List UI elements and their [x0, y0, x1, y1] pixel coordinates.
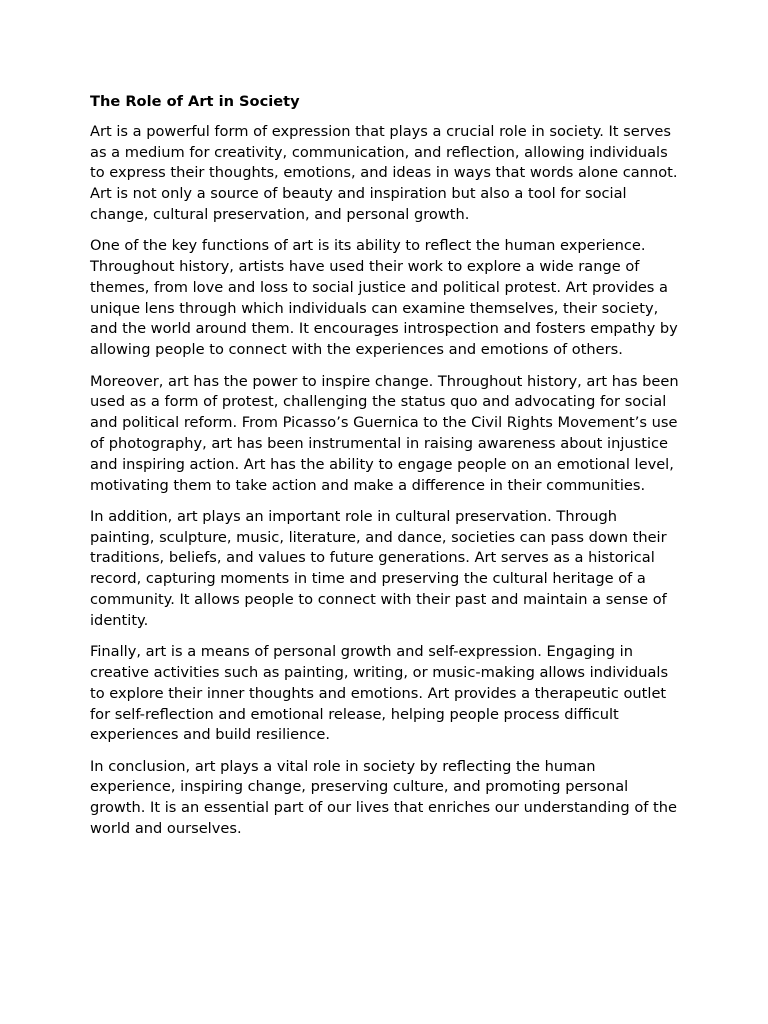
paragraph-inspire-change: Moreover, art has the power to inspire change. Throughout history, art has been used as a form of protest, challenging the status quo and advocating for social and political reform. From Picasso’s Guernica to the Civil Rights Movement’s use of photography, art has been instrumental in raising awareness about injustice and inspiring action. Art has the ability to engage people on an emotional level, motivating them to take action and make a difference in their communities.	[90, 372, 679, 494]
paragraph-personal-growth: Finally, art is a means of personal growth and self-expression. Engaging in creative activities such as painting, writing, or music-making allows individuals to explore their inner thoughts and emotions. Art provides a therapeutic outlet for self-reflection and emotional release, helping people process difficult experiences and build resilience.	[90, 643, 669, 744]
document-page	[90, 92, 682, 850]
paragraph-intro: Art is a powerful form of expression that plays a crucial role in society. It serves as a medium for creativity, communication, and reflection, allowing individuals to express their thoughts, emotions, and ideas in ways that words alone cannot. Art is not only a source of beauty and inspiration but also a tool for social change, cultural preservation, and personal growth.	[90, 122, 678, 223]
document-title: The Role of Art in Society	[90, 93, 300, 110]
paragraph-conclusion: In conclusion, art plays a vital role in society by reflecting the human experience, inspiring change, preserving culture, and promoting personal growth. It is an essential part of our lives that enriches our understanding of the world and ourselves.	[90, 757, 677, 837]
paragraph-human-experience: One of the key functions of art is its ability to reflect the human experience. Throughout history, artists have used their work to explore a wide range of themes, from love and loss to social justice and political protest. Art provides a unique lens through which individuals can examine themselves, their society, and the world around them. It encourages introspection and fosters empathy by allowing people to connect with the experiences and emotions of others.	[90, 237, 678, 359]
paragraph-cultural-preservation: In addition, art plays an important role in cultural preservation. Through painting, sculpture, music, literature, and dance, societies can pass down their traditions, beliefs, and values to future generations. Art serves as a historical record, capturing moments in time and preserving the cultural heritage of a community. It allows people to connect with their past and maintain a sense of identity.	[90, 507, 667, 629]
